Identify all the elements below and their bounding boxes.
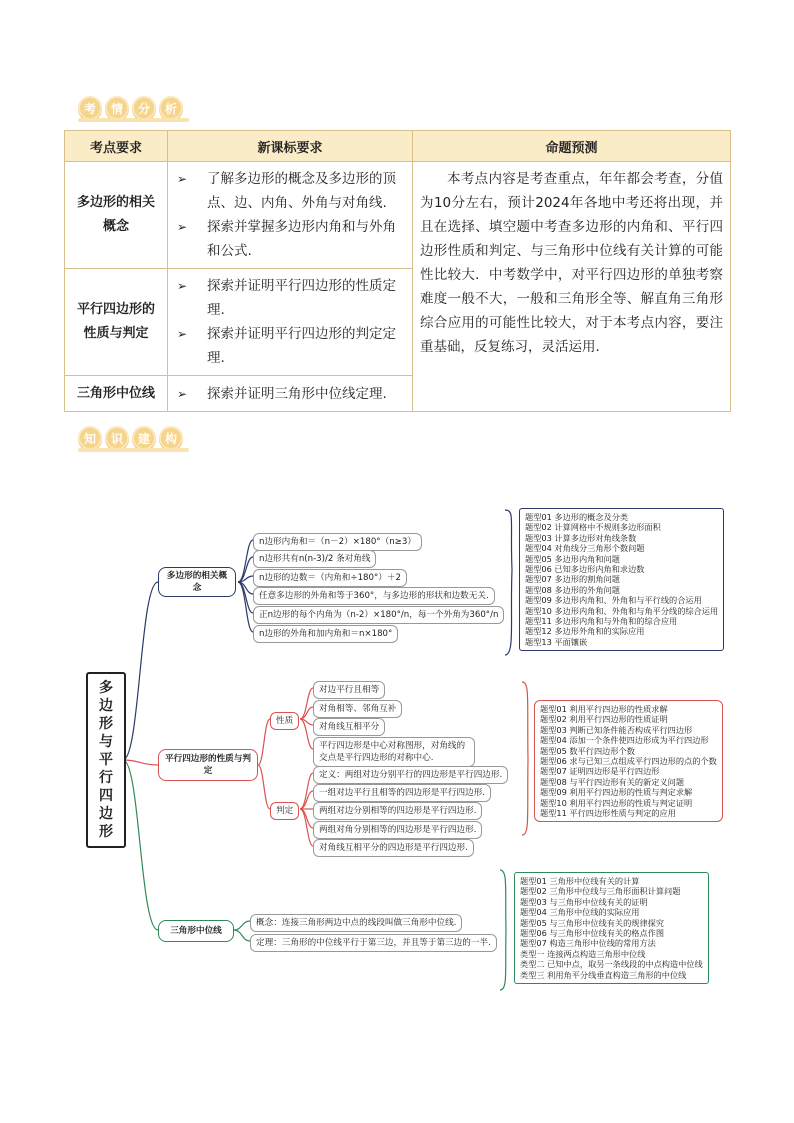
list-item: ➢ 探索并证明平行四边形的性质定理. <box>177 274 405 322</box>
root-char: 边 <box>99 698 113 714</box>
section-badge-analysis <box>78 96 183 122</box>
leaf-node: n边形共有n(n-3)/2 条对角线 <box>253 550 376 568</box>
branch-midline: 三角形中位线 <box>158 920 234 942</box>
leaf-node: n边形的外角和加内角和＝n×180° <box>253 625 398 643</box>
branch-polygon-concepts: 多边形的相关概念 <box>158 567 236 597</box>
leaf-node: 定理：三角形的中位线平行于第三边，并且等于第三边的一半. <box>250 934 497 952</box>
root-char: 形 <box>99 716 113 732</box>
list-item: 题型06 求与已知三点组成平行四边形的点的个数 <box>540 756 717 767</box>
property-label: 性质 <box>270 712 299 730</box>
list-item: 题型03 计算多边形对角线条数 <box>525 532 637 543</box>
leaf-node: n边形内角和＝（n－2）×180°（n≥3） <box>253 533 422 551</box>
list-item: 类型二 已知中点，取另一条线段的中点构造中位线 <box>520 959 703 970</box>
list-item: 类型三 利用角平分线垂直构造三角形的中位线 <box>520 969 687 980</box>
list-item: 题型08 与平行四边形有关的新定义问题 <box>540 776 685 787</box>
root-char: 四 <box>99 788 113 804</box>
header-prediction: 命题预测 <box>413 131 731 162</box>
leaf-node: n边形的边数＝（内角和÷180°）＋2 <box>253 569 407 587</box>
leaf-node: 定义：两组对边分别平行的四边形是平行四边形. <box>313 766 508 784</box>
root-char: 形 <box>99 824 113 840</box>
mindmap-root <box>86 672 126 848</box>
list-item: 题型10 多边形内角和、外角和与角平分线的综合运用 <box>525 605 719 616</box>
list-item: 题型07 多边形的割角问题 <box>525 574 620 585</box>
leaf-node: 正n边形的每个内角为（n-2）×180°/n，每一个外角为360°/n <box>253 606 504 624</box>
table-row <box>65 162 731 269</box>
root-char: 平 <box>99 752 113 768</box>
topic-cell: 平行四边形的性质与判定 <box>65 269 168 376</box>
leaf-node: 任意多边形的外角和等于360°，与多边形的形状和边数无关. <box>253 587 495 605</box>
topic-cell: 多边形的相关概念 <box>65 162 168 269</box>
list-item: 题型08 多边形的外角问题 <box>525 584 620 595</box>
list-item: 题型03 判断已知条件能否构成平行四边形 <box>540 724 693 735</box>
leaf-node: 两组对边分别相等的四边形是平行四边形. <box>313 802 482 820</box>
list-item: 题型06 已知多边形内角和求边数 <box>525 564 645 575</box>
list-item: 题型05 多边形内角和问题 <box>525 553 620 564</box>
list-item: 题型01 三角形中位线有关的计算 <box>520 876 640 886</box>
question-type-list <box>534 700 723 822</box>
list-item: 题型10 利用平行四边形的性质与判定证明 <box>540 797 693 808</box>
badge-char: 知 <box>78 426 102 450</box>
topic-cell: 三角形中位线 <box>65 376 168 412</box>
leaf-node: 对边平行且相等 <box>313 681 385 699</box>
leaf-node: 平行四边形是中心对称图形，对角线的交点是平行四边形的对称中心. <box>313 737 475 767</box>
badge-char: 情 <box>105 96 129 120</box>
list-item: ➢ 探索并证明三角形中位线定理. <box>177 382 405 406</box>
leaf-node: 对角线互相平分 <box>313 718 385 736</box>
badge-char: 析 <box>159 96 183 120</box>
list-item: 题型09 多边形内角和、外角和与平行线的合运用 <box>525 595 702 606</box>
root-char: 与 <box>99 734 113 750</box>
root-char: 行 <box>99 770 113 786</box>
standard-cell <box>168 269 413 376</box>
leaf-node: 对角线互相平分的四边形是平行四边形. <box>313 839 474 857</box>
list-item: 题型13 平面镶嵌 <box>525 636 588 647</box>
header-standard: 新课标要求 <box>168 131 413 162</box>
badge-underline <box>78 118 189 122</box>
badge-underline <box>78 448 189 452</box>
list-item: 题型09 利用平行四边形的性质与判定求解 <box>540 787 693 798</box>
list-item: 题型02 三角形中位线与三角形面积计算问题 <box>520 886 681 897</box>
leaf-node: 两组对角分别相等的四边形是平行四边形. <box>313 821 482 839</box>
requirements-table <box>64 130 731 412</box>
list-item: 题型11 平行四边形性质与判定的应用 <box>540 808 676 819</box>
judgement-label: 判定 <box>270 802 299 820</box>
list-item: 题型01 多边形的概念及分类 <box>525 512 629 522</box>
question-type-list <box>519 508 724 651</box>
leaf-node: 对角相等、邻角互补 <box>313 700 402 718</box>
badge-char: 建 <box>132 426 156 450</box>
section-badge-knowledge <box>78 426 183 452</box>
root-char: 边 <box>99 806 113 822</box>
standard-cell <box>168 376 413 412</box>
list-item: 题型07 构造三角形中位线的常用方法 <box>520 938 656 949</box>
list-item: ➢ 了解多边形的概念及多边形的顶点、边、内角、外角与对角线. <box>177 167 405 215</box>
list-item: 题型04 添加一个条件使四边形成为平行四边形 <box>540 735 709 746</box>
table-header-row <box>65 131 731 162</box>
badge-char: 考 <box>78 96 102 120</box>
badge-char: 识 <box>105 426 129 450</box>
list-item: 题型06 与三角形中位线有关的格点作图 <box>520 928 665 939</box>
leaf-node: 概念：连接三角形两边中点的线段叫做三角形中位线. <box>250 914 462 932</box>
badge-char: 分 <box>132 96 156 120</box>
list-item: 题型01 利用平行四边形的性质求解 <box>540 704 668 714</box>
list-item: ➢ 探索并证明平行四边形的判定定理. <box>177 322 405 370</box>
leaf-node: 一组对边平行且相等的四边形是平行四边形. <box>313 784 491 802</box>
prediction-text: 本考点内容是考查重点，年年都会考查，分值为10分左右，预计2024年各地中考还将出现，并且在选择、填空题中考查多边形的内角和、平行四边形性质和判定、与三角形中位线有关计算的可能性比较大．中考数学中，对平行四边形的单独考察难度一般不大，一般和三角形全等、解直角三角形综合应用的可能性比较大，对于本考点内容，要注重基础，反复练习，灵活运用． <box>420 171 723 355</box>
badge-char: 构 <box>159 426 183 450</box>
list-item: 题型11 多边形内角和与外角和的综合应用 <box>525 616 678 627</box>
list-item: 题型04 三角形中位线的实际应用 <box>520 907 640 918</box>
list-item: 题型04 对角线分三角形个数问题 <box>525 543 645 554</box>
header-topic: 考点要求 <box>65 131 168 162</box>
branch-parallelogram: 平行四边形的性质与判定 <box>158 749 258 781</box>
list-item: 题型02 计算网格中不规则多边形面积 <box>525 522 661 533</box>
list-item: 题型05 与三角形中位线有关的规律探究 <box>520 917 665 928</box>
list-item: 题型05 数平行四边形个数 <box>540 745 635 756</box>
list-item: 题型03 与三角形中位线有关的证明 <box>520 896 648 907</box>
prediction-cell <box>413 162 731 412</box>
list-item: 类型一 连接两点构造三角形中位线 <box>520 948 646 959</box>
standard-cell <box>168 162 413 269</box>
list-item: 题型02 利用平行四边形的性质证明 <box>540 714 668 725</box>
root-char: 多 <box>99 680 113 696</box>
list-item: ➢ 探索并掌握多边形内角和与外角和公式. <box>177 215 405 263</box>
list-item: 题型07 证明四边形是平行四边形 <box>540 766 660 777</box>
question-type-list <box>514 872 709 984</box>
list-item: 题型12 多边形外角和的实际应用 <box>525 626 645 637</box>
